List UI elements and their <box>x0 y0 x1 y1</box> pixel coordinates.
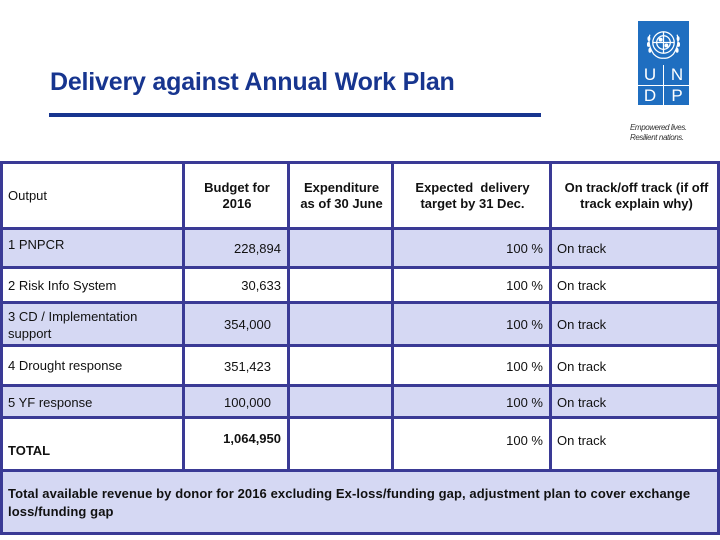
cell-expected: 100 % <box>506 241 543 256</box>
logo-letter-u: U <box>643 65 657 84</box>
cell-output: 1 PNPCR <box>8 237 65 252</box>
column-header-status <box>553 162 720 229</box>
cell-budget: 351,423 <box>224 358 271 374</box>
column-divider <box>549 161 552 471</box>
undp-logo <box>638 21 689 105</box>
table-border <box>0 266 720 269</box>
table-border <box>0 532 720 535</box>
table-border <box>0 161 3 535</box>
cell-expected: 100 % <box>506 317 543 332</box>
cell-expected: 100 % <box>506 358 543 374</box>
logo-letter-p: P <box>671 86 683 105</box>
column-header-expected-label: Expected delivery target by 31 Dec. <box>415 179 534 211</box>
cell-expenditure <box>291 386 392 418</box>
cell-budget: 100,000 <box>224 394 271 410</box>
tagline-line-2: Resilient nations. <box>630 133 684 142</box>
un-emblem-icon <box>644 25 683 62</box>
cell-total-expenditure <box>291 418 392 470</box>
cell-status: On track <box>557 278 607 293</box>
logo-letter-n: N <box>670 65 684 84</box>
cell-output-label: 3 CD / Implementation support <box>8 308 138 341</box>
cell-budget: 228,894 <box>234 241 281 256</box>
table-border <box>0 161 720 164</box>
cell-expenditure <box>291 346 392 386</box>
cell-output: 5 YF response <box>8 394 93 410</box>
table-border <box>0 227 720 230</box>
column-header-budget-label: Budget for 2016 <box>204 179 270 211</box>
column-header-expenditure-label: Expenditure as of 30 June <box>300 179 383 211</box>
table-border <box>0 301 720 304</box>
cell-total-expected: 100 % <box>506 432 543 448</box>
cell-status: On track <box>557 241 607 256</box>
cell-total-label: TOTAL <box>8 443 51 458</box>
cell-output: 2 Risk Info System <box>8 278 117 293</box>
table-border <box>0 384 720 387</box>
cell-output <box>0 303 183 346</box>
cell-total-status: On track <box>557 432 607 448</box>
logo-letter-d: D <box>643 86 657 105</box>
column-header-expenditure <box>291 162 392 229</box>
title-underline <box>49 113 541 117</box>
table-border <box>0 469 720 472</box>
cell-status: On track <box>557 394 607 410</box>
logo-tagline <box>630 123 710 143</box>
column-divider <box>391 161 394 471</box>
column-header-expected <box>395 162 550 229</box>
cell-expected: 100 % <box>506 278 543 293</box>
column-header-status-label: On track/off track (if off track explain why) <box>564 179 709 211</box>
column-header-budget <box>186 162 288 229</box>
cell-total-budget: 1,064,950 <box>223 430 281 446</box>
cell-budget: 354,000 <box>224 317 271 332</box>
cell-output: 4 Drought response <box>8 358 123 373</box>
column-header-output: Output <box>8 187 48 203</box>
table-border <box>0 416 720 419</box>
undp-letters <box>638 65 689 105</box>
column-divider <box>182 161 185 471</box>
cell-budget: 30,633 <box>241 278 281 293</box>
cell-expenditure <box>291 229 392 268</box>
cell-expenditure <box>291 268 392 303</box>
table-border <box>0 344 720 347</box>
tagline-line-1: Empowered lives. <box>630 123 687 132</box>
cell-status: On track <box>557 358 607 374</box>
cell-status: On track <box>557 317 607 332</box>
cell-expenditure <box>291 303 392 346</box>
column-divider <box>287 161 290 471</box>
cell-expected: 100 % <box>506 394 543 410</box>
footer-note: Total available revenue by donor for 2016 excluding Ex-loss/funding gap, adjustment plan to cover exchange loss/funding gap <box>8 486 691 519</box>
page-title: Delivery against Annual Work Plan <box>50 68 455 96</box>
